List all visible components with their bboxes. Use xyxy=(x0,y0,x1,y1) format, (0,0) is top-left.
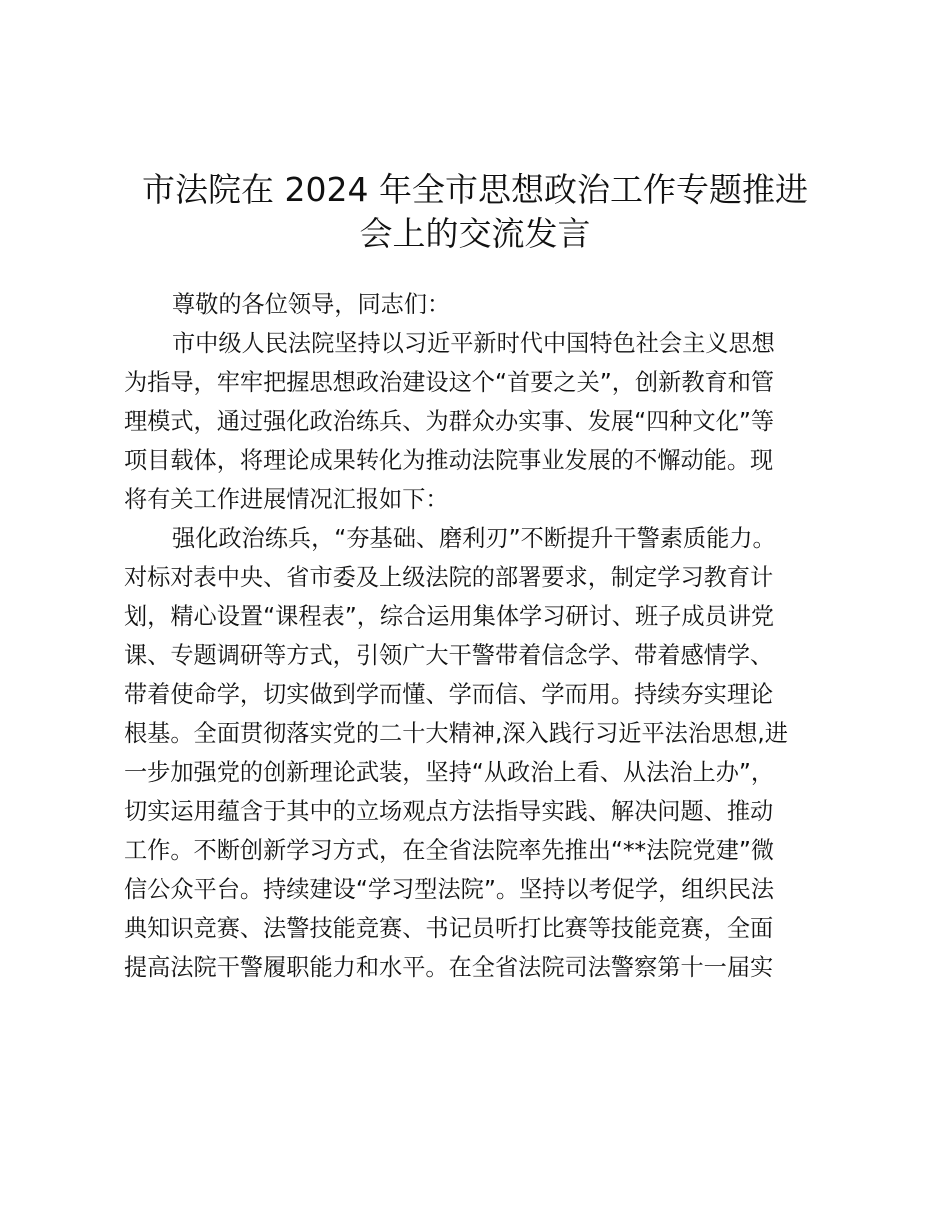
body-line: 市中级人民法院坚持以习近平新时代中国特色社会主义思想 xyxy=(172,330,775,357)
body-line: 典知识竞赛、法警技能竞赛、书记员听打比赛等技能竞赛，全面 xyxy=(124,915,774,942)
body-line: 切实运用蕴含于其中的立场观点方法指导实践、解决问题、推动 xyxy=(124,798,774,825)
title-line-2: 会上的交流发言 xyxy=(359,214,591,253)
document-body xyxy=(124,285,840,987)
body-line: 将有关工作进展情况汇报如下： xyxy=(124,486,449,513)
body-line: 为指导，牢牢把握思想政治建设这个“首要之关”，创新教育和管 xyxy=(124,369,775,396)
title-line-1: 市法院在 2024 年全市思想政治工作专题推进 xyxy=(142,170,808,209)
body-line: 课、专题调研等方式，引领广大干警带着信念学、带着感情学、 xyxy=(124,642,774,669)
body-line: 信公众平台。持续建设“学习型法院”。坚持以考促学，组织民法 xyxy=(124,876,775,903)
document-title xyxy=(120,168,830,256)
body-line: 理模式，通过强化政治练兵、为群众办实事、发展“四种文化”等 xyxy=(124,408,775,435)
body-line: 项目载体，将理论成果转化为推动法院事业发展的不懈动能。现 xyxy=(124,447,774,474)
body-line: 划，精心设置“课程表”，综合运用集体学习研讨、班子成员讲党 xyxy=(124,603,775,630)
salutation-line: 尊敬的各位领导，同志们： xyxy=(172,291,451,318)
body-line: 提高法院干警履职能力和水平。在全省法院司法警察第十一届实 xyxy=(124,954,774,981)
body-line: 根基。全面贯彻落实党的二十大精神,深入践行习近平法治思想,进 xyxy=(124,720,788,747)
body-line: 强化政治练兵，“夯基础、磨利刃”不断提升干警素质能力。 xyxy=(172,525,776,552)
body-line: 工作。不断创新学习方式，在全省法院率先推出“**法院党建”微 xyxy=(124,837,775,864)
body-line: 对标对表中央、省市委及上级法院的部署要求，制定学习教育计 xyxy=(124,564,774,591)
body-line: 带着使命学，切实做到学而懂、学而信、学而用。持续夯实理论 xyxy=(124,681,774,708)
body-line: 一步加强党的创新理论武装，坚持“从政治上看、从法治上办”， xyxy=(124,759,775,786)
